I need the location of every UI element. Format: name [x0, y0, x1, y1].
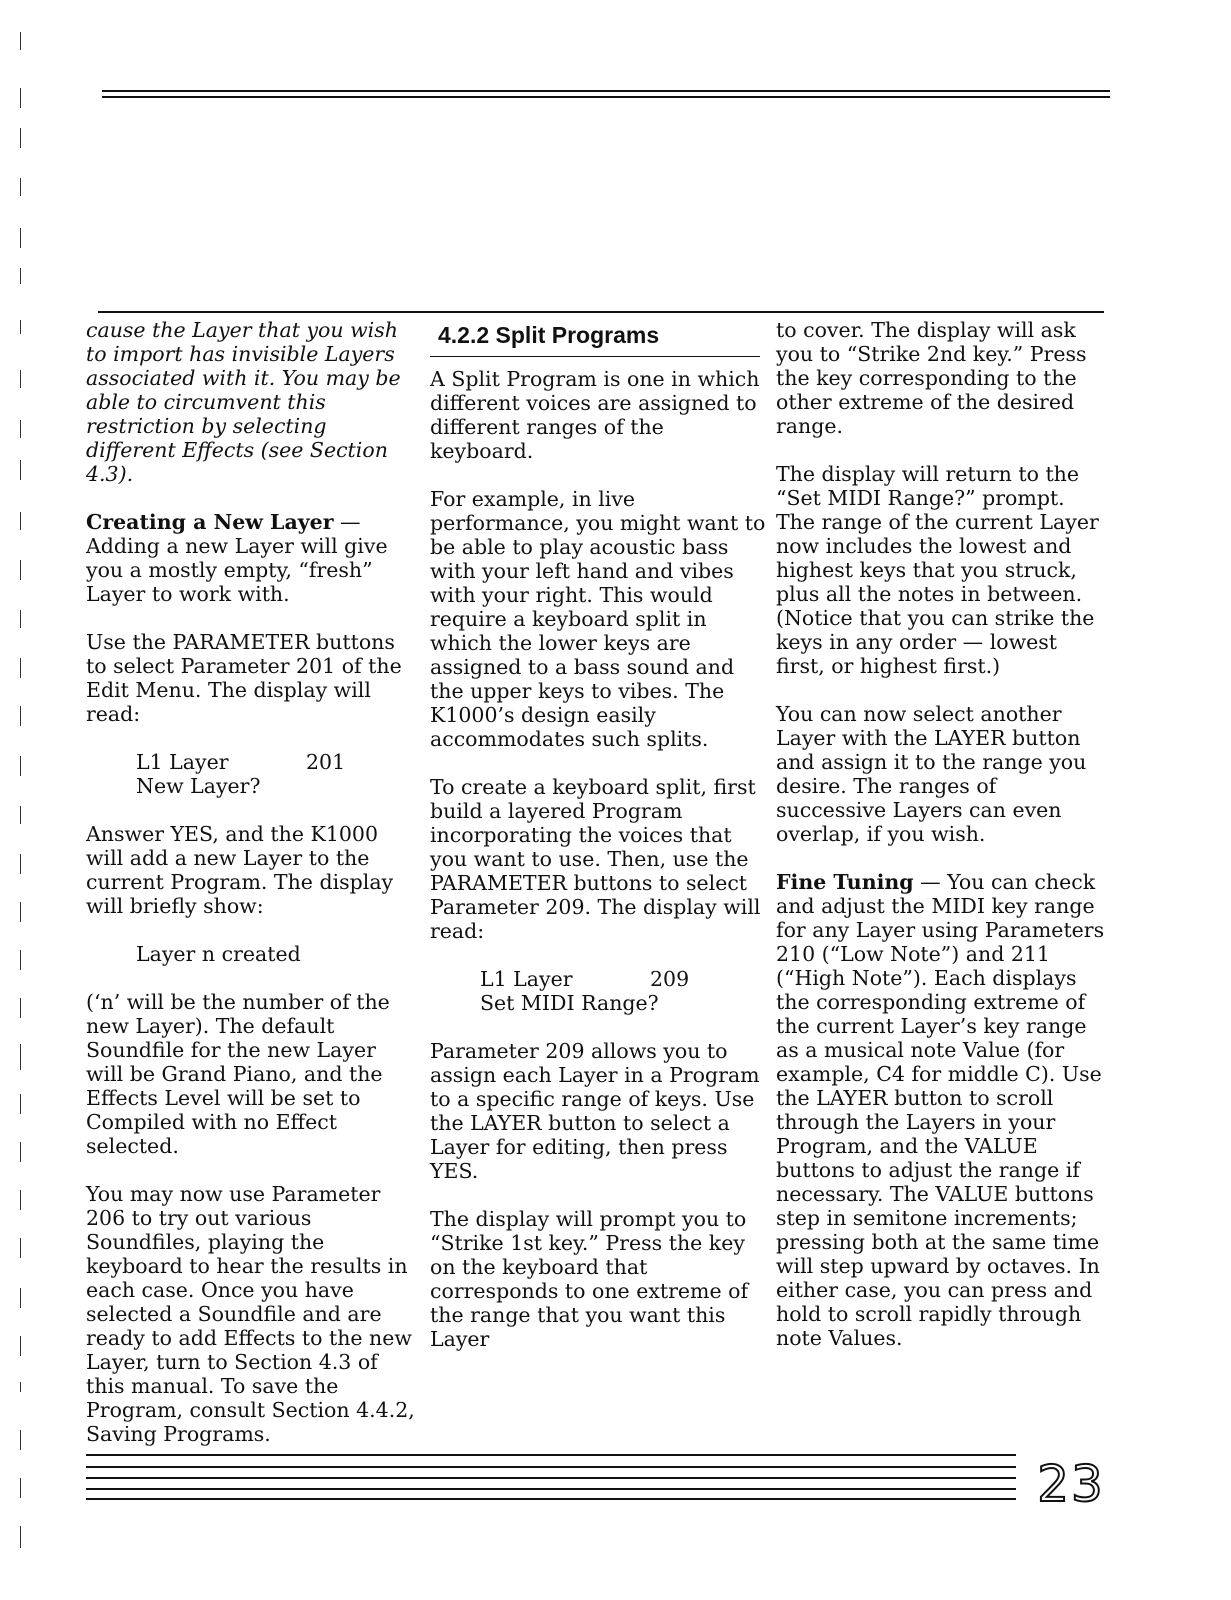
footer — [86, 1452, 1112, 1512]
answer-paragraph: Answer YES, and the K1000 will add a new Layer to the current Program. The display will briefly show: — [86, 822, 394, 918]
parameter-209-paragraph: Parameter 209 allows you to assign each Layer in a Program to a specific range of keys. Use the LAYER button to select a Layer for editing, then press YES. — [430, 1039, 760, 1183]
import-note: cause the Layer that you wish to import has invisible Layers associated with it. You may be able to circumvent this restriction by selecting different Effects (see Section 4.3). — [86, 318, 401, 486]
try-soundfiles-paragraph: You may now use Parameter 206 to try out various Soundfiles, playing the keyboard to hear the results in each case. Once you have selected a Soundfile and are ready to add Effects to the new Layer, turn to Section 4.3 of this manual. To save the Program, consult Section 4.4.2, Saving Programs. — [86, 1182, 415, 1446]
section-heading: 4.2.2 Split Programs — [430, 318, 760, 357]
parameter-paragraph: Use the PARAMETER buttons to select Parameter 201 of the Edit Menu. The display will read: — [86, 630, 402, 726]
display-readout-201 — [86, 750, 416, 798]
strike-second-key-paragraph: to cover. The display will ask you to “Strike 2nd key.” Press the key corresponding to the other extreme of the desired range. — [776, 318, 1087, 438]
create-split-paragraph: To create a keyboard split, first build a layered Program incorporating the voices that you want to use. Then, use the PARAMETER buttons to select Parameter 209. The display will read: — [430, 775, 761, 943]
display-layer: L1 Layer — [136, 750, 229, 774]
column-top-rule — [98, 311, 1104, 313]
fine-tuning-heading: Fine Tuning — [776, 870, 914, 894]
display-readout-209 — [430, 967, 770, 1015]
display-param-number: 201 — [306, 750, 346, 774]
column-middle — [430, 318, 770, 1375]
display-param-number: 209 — [650, 967, 690, 991]
binding-tick-marks — [16, 30, 30, 1570]
creating-layer-heading: Creating a New Layer — [86, 510, 334, 534]
select-another-layer-paragraph: You can now select another Layer with the LAYER button and assign it to the range you desire. The ranges of successive Layers can even overlap, if you wish. — [776, 702, 1087, 846]
fine-tuning-paragraph — [776, 870, 1106, 1350]
creating-layer-text: — Adding a new Layer will give you a mostly empty, “fresh” Layer to work with. — [86, 510, 388, 606]
column-right — [776, 318, 1106, 1374]
display-readout-created — [86, 942, 416, 966]
display-prompt: New Layer? — [136, 774, 261, 798]
default-soundfile-paragraph: (‘n’ will be the number of the new Layer). The default Soundfile for the new Layer will be Grand Piano, and the Effects Level will be set to Compiled with no Effect selected. — [86, 990, 390, 1158]
strike-first-key-paragraph: The display will prompt you to “Strike 1st key.” Press the key on the keyboard that corresponds to one extreme of the range that you want this Layer — [430, 1207, 749, 1351]
range-return-paragraph: The display will return to the “Set MIDI Range?” prompt. The range of the current Layer now includes the lowest and highest keys that you struck, plus all the notes in between. (Notice that you can strike the keys in any order — lowest first, or highest first.) — [776, 462, 1099, 678]
creating-layer-paragraph — [86, 510, 416, 606]
fine-tuning-text: — You can check and adjust the MIDI key range for any Layer using Parameters 210 (“Low Note”) and 211 (“High Note”). Each displays the corresponding extreme of the current Layer’s key range as a musical note Value (for example, C4 for middle C). Use the LAYER button to scroll through the Layers in your Program, and the VALUE buttons to adjust the range if necessary. The VALUE buttons step in semitone increments; pressing both at the same time will step upward by octaves. In either case, you can press and hold to scroll rapidly through note Values. — [776, 870, 1105, 1350]
display-prompt: Set MIDI Range? — [480, 991, 659, 1015]
display-created: Layer n created — [136, 942, 301, 966]
split-definition-paragraph: A Split Program is one in which different voices are assigned to different ranges of the keyboard. — [430, 367, 760, 463]
display-layer: L1 Layer — [480, 967, 573, 991]
header-double-rule — [102, 88, 1110, 100]
page-number: 23 — [1037, 1455, 1105, 1513]
column-left — [86, 318, 416, 1470]
example-paragraph: For example, in live performance, you might want to be able to play acoustic bass with your left hand and vibes with your right. This would require a keyboard split in which the lower keys are assigned to a bass sound and the upper keys to vibes. The K1000’s design easily accommodates such splits. — [430, 487, 766, 751]
